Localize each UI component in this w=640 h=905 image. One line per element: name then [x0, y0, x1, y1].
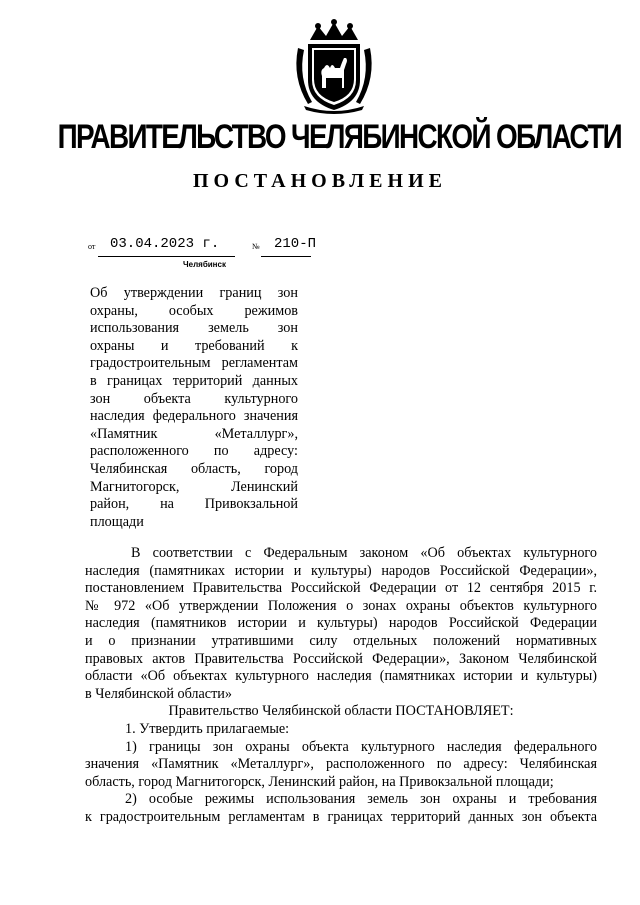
preamble-line: и о признании утратившими силу отдельных положений нормативных [85, 632, 597, 649]
government-title: ПРАВИТЕЛЬСТВО ЧЕЛЯБИНСКОЙ ОБЛАСТИ [57, 118, 622, 156]
preamble-line: правовых актов Правительства Российской Федерации», Законом Челябинской [85, 650, 597, 667]
document-number: 210-П [274, 236, 317, 252]
preamble-line: № 972 «Об утверждении Положения о зонах охраны объектов культурного [85, 597, 597, 614]
subject-line: использования земель зон [90, 320, 298, 337]
date-underline [98, 256, 235, 257]
document-meta [88, 238, 318, 258]
city-label: Челябинск [183, 260, 226, 269]
subject-line: Магнитогорск, Ленинский [90, 478, 298, 495]
document-body [85, 545, 597, 827]
subject-line: Челябинская область, город [90, 460, 298, 477]
resolution-heading: Правительство Челябинской области ПОСТАНОВЛЯЕТ: [168, 703, 514, 720]
item-line: к градостроительным регламентам в границах территорий данных зон объекта [85, 808, 597, 825]
item-line: 2) особые режимы использования земель зон охраны и требования [125, 791, 597, 808]
subject-line: охраны и требований к [90, 337, 298, 354]
subject-line: район, на Привокзальной [90, 496, 298, 513]
preamble-paragraph [85, 545, 597, 703]
item-1-2 [85, 791, 597, 826]
subject-line: охраны, особых режимов [90, 302, 298, 319]
preamble-line: области «Об объектах культурного наследия (памятниках истории и культуры) [85, 668, 597, 685]
preamble-line: в Челябинской области» [85, 685, 232, 702]
document-date: 03.04.2023 г. [110, 236, 220, 252]
item-1: 1. Утвердить прилагаемые: [125, 720, 290, 737]
preamble-line: наследия (памятниках истории и культуры) народов Российской Федерации», [85, 562, 597, 579]
preamble-line: В соответствии с Федеральным законом «Об объектах культурного [131, 545, 597, 561]
subject-line: наследия федерального значения [90, 408, 298, 425]
subject-line: зон объекта культурного [90, 390, 298, 407]
coat-of-arms-icon [290, 18, 378, 114]
item-line: 1) границы зон охраны объекта культурного наследия федерального [125, 738, 597, 755]
number-prefix-label: № [252, 242, 260, 251]
preamble-line: постановлением Правительства Российской Федерации от 12 сентября 2015 г. [85, 580, 597, 597]
preamble-line: наследия (памятников истории и культуры) народов Российской Федерации [85, 615, 597, 632]
subject-line: площади [90, 513, 144, 530]
item-line: область, город Магнитогорск, Ленинский район, на Привокзальной площади; [85, 773, 554, 790]
subject-line: расположенного по адресу: [90, 443, 298, 460]
subject-line: в границах территорий данных [90, 372, 298, 389]
subject-line: градостроительным регламентам [90, 355, 298, 372]
item-1-1 [85, 739, 597, 792]
item-line: значения «Памятник «Металлург», расположенного по адресу: Челябинская [85, 756, 597, 773]
document-type-title: ПОСТАНОВЛЕНИЕ [193, 170, 447, 192]
date-prefix-label: от [88, 242, 96, 251]
subject-line: «Памятник «Металлург», [90, 425, 298, 442]
subject-line: Об утверждении границ зон [90, 285, 298, 301]
number-underline [261, 256, 311, 257]
document-subject [90, 285, 298, 531]
